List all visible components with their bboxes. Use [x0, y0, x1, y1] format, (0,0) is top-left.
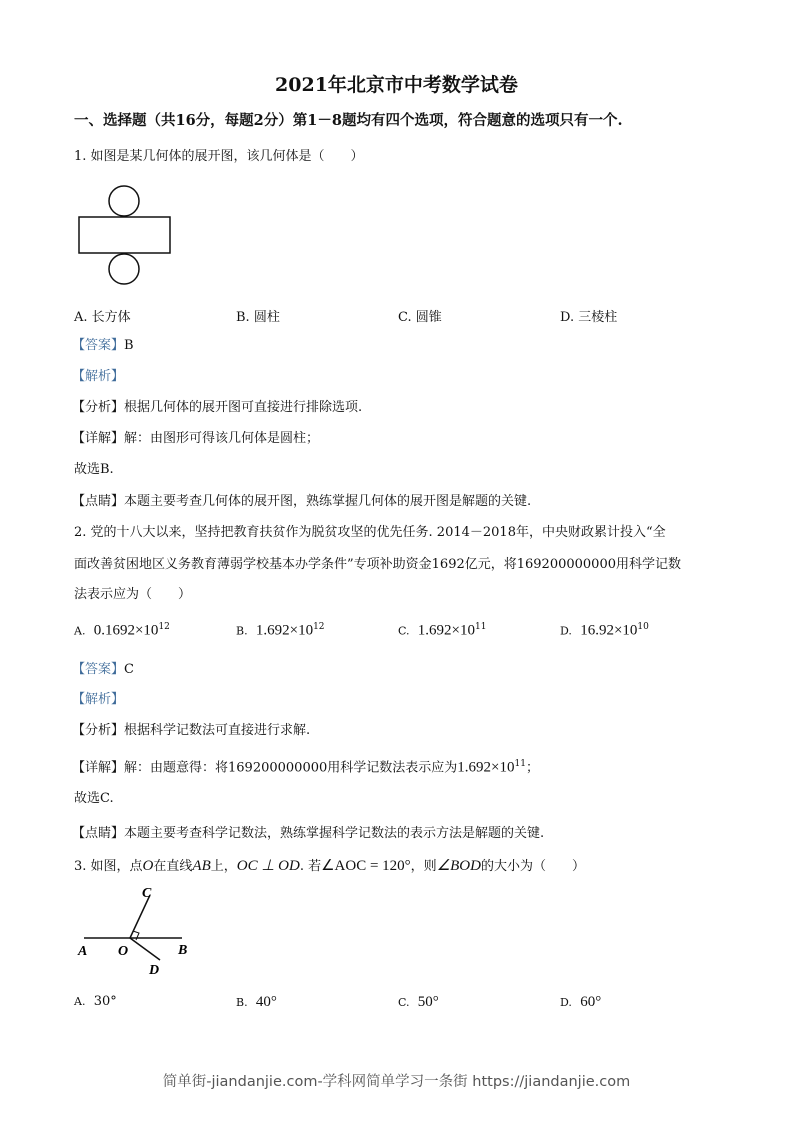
option-exponent: 10: [637, 622, 649, 632]
q1-option-b: B. 圆柱: [236, 310, 280, 325]
page-title: 2021年北京市中考数学试卷: [275, 74, 518, 96]
option-value: 50°: [417, 994, 439, 1010]
q2-analysis-label: 【解析】: [72, 692, 125, 707]
stem-text: . 若: [299, 859, 322, 874]
option-letter: A.: [74, 624, 86, 638]
option-value: 1.692×10: [255, 622, 314, 639]
xiangjie-label: 【详解】: [72, 760, 125, 776]
q1-answer: [72, 337, 134, 355]
stem-text: 的大小为（ ）: [480, 859, 585, 874]
q2-xiangjie: [72, 755, 539, 777]
xiangjie-value: 1.692×10: [457, 759, 515, 776]
answer-value: C: [124, 662, 134, 677]
option-letter: C.: [398, 624, 410, 638]
q3-option-d: [560, 994, 601, 1011]
option-letter: B.: [236, 996, 248, 1009]
dianjing-text: 本题主要考查科学记数法，熟练掌握科学记数法的表示方法是解题的关键.: [124, 826, 545, 841]
q2-option-c: [398, 622, 486, 639]
q3-option-b: [236, 994, 277, 1011]
dianjing-label: 【点睛】: [72, 826, 125, 841]
option-value: 16.92×10: [580, 622, 638, 639]
q1-fenxi: [72, 399, 362, 417]
q3-option-a: [74, 994, 117, 1009]
xiangjie-label: 【详解】: [72, 431, 125, 446]
section-heading: 一、选择题（共16分，每题2分）第1－8题均有四个选项，符合题意的选项只有一个.: [74, 112, 623, 129]
option-value: 30°: [93, 994, 117, 1009]
dianjing-text: 本题主要考查几何体的展开图，熟练掌握几何体的展开图是解题的关键.: [124, 494, 532, 509]
q1-xiangjie: [72, 430, 319, 448]
q2-fenxi: [72, 722, 310, 740]
q2-stem-line1: 2. 党的十八大以来，坚持把教育扶贫作为脱贫攻坚的优先任务. 2014－2018年，中央财政累计投入“全: [74, 525, 666, 540]
q1-net-figure: [76, 184, 176, 286]
label-B: B: [178, 943, 188, 958]
q1-option-a: A. 长方体: [74, 310, 131, 325]
label-D: D: [149, 963, 160, 978]
option-value: 0.1692×10: [93, 622, 159, 639]
math-bod: ∠BOD: [436, 858, 481, 874]
option-exponent: 12: [313, 622, 325, 632]
option-value: 60°: [580, 994, 602, 1010]
q1-analysis-label: 【解析】: [72, 369, 125, 384]
answer-value: B: [124, 338, 134, 353]
fenxi-label: 【分析】: [72, 723, 125, 738]
fenxi-text: 根据几何体的展开图可直接进行排除选项.: [124, 400, 363, 415]
math-O: O: [142, 858, 154, 874]
label-O: O: [118, 944, 129, 959]
option-letter: C.: [398, 996, 410, 1009]
q3-option-c: [398, 994, 439, 1011]
xiangjie-text: 解：由图形可得该几何体是圆柱；: [124, 431, 320, 446]
q1-option-c: C. 圆锥: [398, 310, 442, 325]
q2-option-b: [236, 622, 325, 639]
q2-option-a: [74, 622, 170, 639]
q2-stem-line2: 面改善贫困地区义务教育薄弱学校基本办学条件”专项补助资金1692亿元，将169200000000用科学记数: [74, 557, 681, 572]
answer-label: 【答案】: [72, 338, 125, 353]
q3-stem: [74, 857, 585, 876]
dianjing-label: 【点睛】: [72, 494, 125, 509]
q2-choose: 故选C.: [74, 791, 114, 806]
label-C: C: [142, 886, 152, 901]
option-exponent: 12: [158, 622, 170, 632]
option-letter: D.: [560, 624, 572, 638]
q3-angle-figure: [72, 885, 222, 980]
q2-stem-line3: 法表示应为（ ）: [74, 587, 192, 602]
q1-dianjing: [72, 493, 531, 511]
option-exponent: 11: [475, 622, 487, 632]
q1-choose: 故选B.: [74, 462, 114, 477]
option-value: 40°: [255, 994, 277, 1010]
stem-text: ，则: [410, 859, 437, 874]
q2-answer: [72, 661, 134, 679]
label-A: A: [78, 944, 88, 959]
footer-watermark: 简单街-jiandanjie.com-学科网简单学习一条街 https://jiandanjie.com: [162, 1074, 631, 1090]
stem-text: 上，: [210, 859, 237, 874]
option-value: 1.692×10: [417, 622, 476, 639]
xiangjie-text: 解：由题意得：将169200000000用科学记数法表示应为: [124, 760, 458, 776]
q1-option-d: D. 三棱柱: [560, 310, 618, 325]
option-letter: D.: [560, 996, 572, 1009]
option-letter: B.: [236, 624, 248, 638]
option-letter: A.: [74, 995, 86, 1008]
stem-text: 在直线: [153, 859, 193, 874]
xiangjie-end: ；: [525, 760, 539, 776]
q1-stem: 1. 如图是某几何体的展开图，该几何体是（ ）: [74, 149, 364, 164]
stem-text: 3. 如图，点: [74, 859, 143, 874]
math-AB: AB: [192, 858, 211, 874]
q2-option-d: [560, 622, 649, 639]
xiangjie-exponent: 11: [514, 759, 526, 769]
fenxi-label: 【分析】: [72, 400, 125, 415]
answer-label: 【答案】: [72, 662, 125, 677]
q2-dianjing: [72, 825, 544, 843]
math-perp: OC ⊥ OD: [236, 858, 300, 874]
fenxi-text: 根据科学记数法可直接进行求解.: [124, 723, 311, 738]
math-aoc: ∠AOC = 120°: [321, 858, 411, 874]
